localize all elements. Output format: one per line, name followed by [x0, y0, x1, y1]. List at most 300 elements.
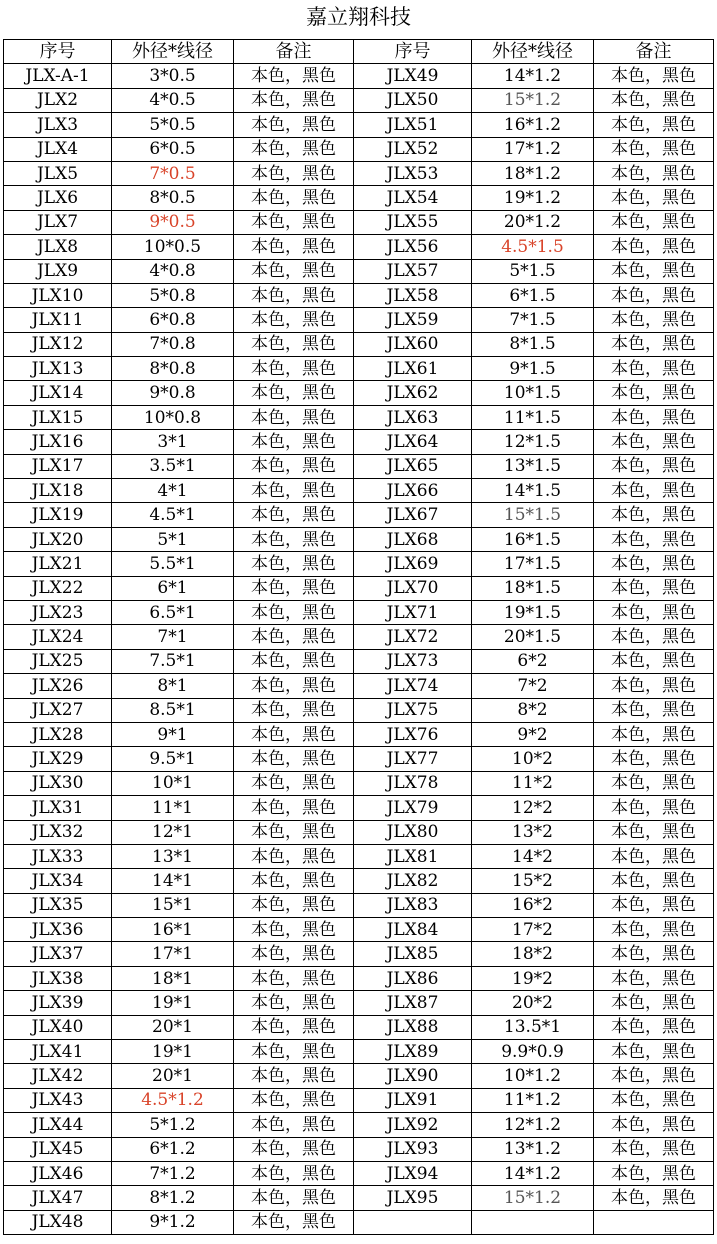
size-cell-right: 13*1.5 — [472, 454, 594, 478]
id-cell-left: JLX29 — [4, 747, 112, 771]
id-cell-left: JLX40 — [4, 1015, 112, 1039]
table-row — [4, 1040, 714, 1064]
note-cell-left: 本色，黑色 — [234, 796, 354, 820]
note-cell-right: 本色，黑色 — [594, 625, 714, 649]
id-cell-left: JLX4 — [4, 137, 112, 161]
size-cell-right: 14*2 — [472, 844, 594, 868]
size-cell-right: 9*2 — [472, 722, 594, 746]
size-cell-right: 11*1.2 — [472, 1088, 594, 1112]
table-row — [4, 600, 714, 624]
note-cell-left: 本色，黑色 — [234, 1210, 354, 1234]
size-cell-left: 7*1 — [112, 625, 234, 649]
id-cell-left: JLX35 — [4, 893, 112, 917]
id-cell-right: JLX87 — [354, 991, 472, 1015]
id-cell-right: JLX85 — [354, 942, 472, 966]
note-cell-right: 本色，黑色 — [594, 137, 714, 161]
id-cell-right: JLX90 — [354, 1064, 472, 1088]
size-cell-right: 20*1.5 — [472, 625, 594, 649]
id-cell-right: JLX56 — [354, 235, 472, 259]
id-cell-right: JLX95 — [354, 1186, 472, 1210]
table-row — [4, 283, 714, 307]
id-cell-right: JLX67 — [354, 503, 472, 527]
id-cell-left: JLX47 — [4, 1186, 112, 1210]
id-cell-right: JLX80 — [354, 820, 472, 844]
header-note-right: 备注 — [594, 40, 714, 64]
note-cell-left: 本色，黑色 — [234, 1040, 354, 1064]
id-cell-left: JLX9 — [4, 259, 112, 283]
note-cell-right: 本色，黑色 — [594, 966, 714, 990]
note-cell-left: 本色，黑色 — [234, 161, 354, 185]
size-cell-left: 10*1 — [112, 771, 234, 795]
size-cell-left: 6.5*1 — [112, 600, 234, 624]
note-cell-right: 本色，黑色 — [594, 503, 714, 527]
id-cell-left: JLX15 — [4, 405, 112, 429]
note-cell-left: 本色，黑色 — [234, 966, 354, 990]
note-cell-right: 本色，黑色 — [594, 844, 714, 868]
table-row — [4, 722, 714, 746]
note-cell-left: 本色，黑色 — [234, 381, 354, 405]
id-cell-left: JLX17 — [4, 454, 112, 478]
size-cell-right: 7*1.5 — [472, 308, 594, 332]
id-cell-right: JLX84 — [354, 918, 472, 942]
size-cell-right: 17*1.2 — [472, 137, 594, 161]
size-cell-left: 20*1 — [112, 1015, 234, 1039]
note-cell-left: 本色，黑色 — [234, 820, 354, 844]
id-cell-right: JLX49 — [354, 64, 472, 88]
table-row — [4, 991, 714, 1015]
note-cell-left: 本色，黑色 — [234, 747, 354, 771]
id-cell-right: JLX83 — [354, 893, 472, 917]
size-cell-left: 9*1 — [112, 722, 234, 746]
size-cell-left: 9.5*1 — [112, 747, 234, 771]
id-cell-right: JLX65 — [354, 454, 472, 478]
id-cell-left: JLX43 — [4, 1088, 112, 1112]
table-row — [4, 479, 714, 503]
header-size-right: 外径*线径 — [472, 40, 594, 64]
table-row — [4, 454, 714, 478]
note-cell-left: 本色，黑色 — [234, 1137, 354, 1161]
id-cell-right: JLX91 — [354, 1088, 472, 1112]
note-cell-right: 本色，黑色 — [594, 942, 714, 966]
size-cell-right: 18*1.5 — [472, 576, 594, 600]
id-cell-right: JLX64 — [354, 430, 472, 454]
note-cell-left: 本色，黑色 — [234, 771, 354, 795]
id-cell-right: JLX82 — [354, 869, 472, 893]
id-cell-right: JLX72 — [354, 625, 472, 649]
note-cell-right: 本色，黑色 — [594, 1186, 714, 1210]
table-row — [4, 1113, 714, 1137]
table-row — [4, 1064, 714, 1088]
note-cell-right: 本色，黑色 — [594, 332, 714, 356]
size-cell-left: 10*0.5 — [112, 235, 234, 259]
note-cell-right: 本色，黑色 — [594, 64, 714, 88]
table-row — [4, 357, 714, 381]
id-cell-right: JLX62 — [354, 381, 472, 405]
note-cell-right: 本色，黑色 — [594, 308, 714, 332]
note-cell-right: 本色，黑色 — [594, 161, 714, 185]
id-cell-left: JLX21 — [4, 552, 112, 576]
id-cell-left: JLX18 — [4, 479, 112, 503]
size-cell-right: 14*1.2 — [472, 1161, 594, 1185]
size-cell-right: 4.5*1.5 — [472, 235, 594, 259]
note-cell-right: 本色，黑色 — [594, 600, 714, 624]
table-row — [4, 1210, 714, 1234]
id-cell-left: JLX12 — [4, 332, 112, 356]
note-cell-right: 本色，黑色 — [594, 1113, 714, 1137]
id-cell-left: JLX46 — [4, 1161, 112, 1185]
size-cell-left: 6*0.5 — [112, 137, 234, 161]
id-cell-left: JLX11 — [4, 308, 112, 332]
note-cell-left: 本色，黑色 — [234, 942, 354, 966]
size-cell-left: 16*1 — [112, 918, 234, 942]
id-cell-right: JLX50 — [354, 88, 472, 112]
note-cell-left: 本色，黑色 — [234, 283, 354, 307]
id-cell-left: JLX44 — [4, 1113, 112, 1137]
size-cell-right: 13*1.2 — [472, 1137, 594, 1161]
header-id-left: 序号 — [4, 40, 112, 64]
note-cell-left: 本色，黑色 — [234, 1015, 354, 1039]
size-cell-left: 14*1 — [112, 869, 234, 893]
table-row — [4, 64, 714, 88]
table-row — [4, 576, 714, 600]
size-cell-right: 10*1.5 — [472, 381, 594, 405]
size-cell-right: 10*2 — [472, 747, 594, 771]
id-cell-right: JLX57 — [354, 259, 472, 283]
size-cell-right: 7*2 — [472, 674, 594, 698]
note-cell-right: 本色，黑色 — [594, 405, 714, 429]
id-cell-right: JLX54 — [354, 186, 472, 210]
size-cell-left: 8*0.8 — [112, 357, 234, 381]
note-cell-right: 本色，黑色 — [594, 869, 714, 893]
table-row — [4, 1186, 714, 1210]
size-cell-right: 17*1.5 — [472, 552, 594, 576]
size-cell-right: 13.5*1 — [472, 1015, 594, 1039]
id-cell-left: JLX45 — [4, 1137, 112, 1161]
table-row — [4, 503, 714, 527]
note-cell-left: 本色，黑色 — [234, 137, 354, 161]
id-cell-right: JLX59 — [354, 308, 472, 332]
table-row — [4, 649, 714, 673]
id-cell-right: JLX93 — [354, 1137, 472, 1161]
note-cell-left: 本色，黑色 — [234, 479, 354, 503]
table-row — [4, 235, 714, 259]
header-size-left: 外径*线径 — [112, 40, 234, 64]
size-cell-right: 10*1.2 — [472, 1064, 594, 1088]
id-cell-left: JLX42 — [4, 1064, 112, 1088]
header-row — [4, 40, 714, 64]
note-cell-left: 本色，黑色 — [234, 405, 354, 429]
size-cell-right: 8*2 — [472, 698, 594, 722]
id-cell-left: JLX25 — [4, 649, 112, 673]
note-cell-left: 本色，黑色 — [234, 527, 354, 551]
table-body — [4, 64, 714, 1235]
note-cell-right: 本色，黑色 — [594, 186, 714, 210]
table-row — [4, 625, 714, 649]
note-cell-left: 本色，黑色 — [234, 625, 354, 649]
size-cell-left: 11*1 — [112, 796, 234, 820]
size-cell-right: 12*1.5 — [472, 430, 594, 454]
size-cell-left: 10*0.8 — [112, 405, 234, 429]
size-cell-left: 13*1 — [112, 844, 234, 868]
id-cell-left: JLX20 — [4, 527, 112, 551]
note-cell-left: 本色，黑色 — [234, 259, 354, 283]
id-cell-right: JLX73 — [354, 649, 472, 673]
note-cell-right: 本色，黑色 — [594, 259, 714, 283]
size-cell-left: 9*0.8 — [112, 381, 234, 405]
size-cell-right: 19*2 — [472, 966, 594, 990]
id-cell-right — [354, 1210, 472, 1234]
size-cell-left: 7.5*1 — [112, 649, 234, 673]
note-cell-right: 本色，黑色 — [594, 381, 714, 405]
size-cell-right: 16*2 — [472, 893, 594, 917]
size-cell-left: 7*0.8 — [112, 332, 234, 356]
id-cell-left: JLX3 — [4, 113, 112, 137]
id-cell-left: JLX7 — [4, 210, 112, 234]
table-row — [4, 88, 714, 112]
note-cell-right: 本色，黑色 — [594, 210, 714, 234]
id-cell-left: JLX39 — [4, 991, 112, 1015]
note-cell-left: 本色，黑色 — [234, 357, 354, 381]
note-cell-left: 本色，黑色 — [234, 1161, 354, 1185]
id-cell-left: JLX8 — [4, 235, 112, 259]
note-cell-left: 本色，黑色 — [234, 503, 354, 527]
note-cell-left: 本色，黑色 — [234, 918, 354, 942]
id-cell-left: JLX34 — [4, 869, 112, 893]
spec-table — [3, 39, 714, 1235]
table-row — [4, 747, 714, 771]
id-cell-left: JLX-A-1 — [4, 64, 112, 88]
id-cell-right: JLX61 — [354, 357, 472, 381]
table-row — [4, 1137, 714, 1161]
note-cell-right: 本色，黑色 — [594, 649, 714, 673]
size-cell-right: 11*2 — [472, 771, 594, 795]
id-cell-left: JLX41 — [4, 1040, 112, 1064]
table-row — [4, 113, 714, 137]
id-cell-right: JLX68 — [354, 527, 472, 551]
note-cell-right: 本色，黑色 — [594, 283, 714, 307]
size-cell-left: 9*1.2 — [112, 1210, 234, 1234]
table-row — [4, 210, 714, 234]
size-cell-left: 6*0.8 — [112, 308, 234, 332]
id-cell-left: JLX5 — [4, 161, 112, 185]
id-cell-left: JLX31 — [4, 796, 112, 820]
size-cell-right: 11*1.5 — [472, 405, 594, 429]
note-cell-left: 本色，黑色 — [234, 722, 354, 746]
size-cell-left: 8*1.2 — [112, 1186, 234, 1210]
note-cell-left: 本色，黑色 — [234, 308, 354, 332]
id-cell-right: JLX94 — [354, 1161, 472, 1185]
note-cell-left: 本色，黑色 — [234, 649, 354, 673]
size-cell-left: 8*0.5 — [112, 186, 234, 210]
size-cell-right: 14*1.5 — [472, 479, 594, 503]
note-cell-right: 本色，黑色 — [594, 991, 714, 1015]
note-cell-left: 本色，黑色 — [234, 1113, 354, 1137]
size-cell-right: 19*1.2 — [472, 186, 594, 210]
note-cell-left: 本色，黑色 — [234, 698, 354, 722]
id-cell-right: JLX79 — [354, 796, 472, 820]
size-cell-right: 6*2 — [472, 649, 594, 673]
size-cell-left: 15*1 — [112, 893, 234, 917]
page-title: 嘉立翔科技 — [306, 5, 411, 29]
size-cell-right: 16*1.2 — [472, 113, 594, 137]
note-cell-right: 本色，黑色 — [594, 722, 714, 746]
size-cell-left: 9*0.5 — [112, 210, 234, 234]
id-cell-right: JLX52 — [354, 137, 472, 161]
table-row — [4, 1088, 714, 1112]
size-cell-right: 13*2 — [472, 820, 594, 844]
note-cell-right: 本色，黑色 — [594, 1015, 714, 1039]
size-cell-right: 19*1.5 — [472, 600, 594, 624]
id-cell-right: JLX55 — [354, 210, 472, 234]
table-row — [4, 1161, 714, 1185]
size-cell-left: 3*0.5 — [112, 64, 234, 88]
size-cell-left: 5*0.8 — [112, 283, 234, 307]
note-cell-left: 本色，黑色 — [234, 844, 354, 868]
id-cell-right: JLX60 — [354, 332, 472, 356]
note-cell-right: 本色，黑色 — [594, 1064, 714, 1088]
id-cell-left: JLX37 — [4, 942, 112, 966]
table-row — [4, 405, 714, 429]
id-cell-left: JLX48 — [4, 1210, 112, 1234]
table-row — [4, 186, 714, 210]
header-note-left: 备注 — [234, 40, 354, 64]
id-cell-right: JLX51 — [354, 113, 472, 137]
size-cell-left: 8*1 — [112, 674, 234, 698]
note-cell-left: 本色，黑色 — [234, 235, 354, 259]
id-cell-right: JLX58 — [354, 283, 472, 307]
note-cell-left: 本色，黑色 — [234, 210, 354, 234]
table-row — [4, 844, 714, 868]
table-row — [4, 552, 714, 576]
note-cell-left: 本色，黑色 — [234, 1088, 354, 1112]
note-cell-right: 本色，黑色 — [594, 893, 714, 917]
note-cell-right: 本色，黑色 — [594, 527, 714, 551]
note-cell-left: 本色，黑色 — [234, 576, 354, 600]
id-cell-right: JLX71 — [354, 600, 472, 624]
size-cell-left: 6*1.2 — [112, 1137, 234, 1161]
id-cell-left: JLX22 — [4, 576, 112, 600]
size-cell-right: 20*1.2 — [472, 210, 594, 234]
table-row — [4, 698, 714, 722]
id-cell-right: JLX75 — [354, 698, 472, 722]
note-cell-right: 本色，黑色 — [594, 88, 714, 112]
size-cell-right — [472, 1210, 594, 1234]
size-cell-left: 7*1.2 — [112, 1161, 234, 1185]
id-cell-right: JLX88 — [354, 1015, 472, 1039]
table-row — [4, 820, 714, 844]
note-cell-right — [594, 1210, 714, 1234]
size-cell-right: 12*1.2 — [472, 1113, 594, 1137]
id-cell-left: JLX36 — [4, 918, 112, 942]
size-cell-left: 5*1 — [112, 527, 234, 551]
id-cell-left: JLX27 — [4, 698, 112, 722]
id-cell-left: JLX30 — [4, 771, 112, 795]
size-cell-left: 19*1 — [112, 991, 234, 1015]
size-cell-right: 9*1.5 — [472, 357, 594, 381]
id-cell-left: JLX28 — [4, 722, 112, 746]
note-cell-left: 本色，黑色 — [234, 600, 354, 624]
size-cell-right: 16*1.5 — [472, 527, 594, 551]
table-row — [4, 161, 714, 185]
id-cell-right: JLX78 — [354, 771, 472, 795]
size-cell-right: 17*2 — [472, 918, 594, 942]
id-cell-right: JLX89 — [354, 1040, 472, 1064]
id-cell-left: JLX13 — [4, 357, 112, 381]
note-cell-right: 本色，黑色 — [594, 430, 714, 454]
size-cell-left: 20*1 — [112, 1064, 234, 1088]
note-cell-right: 本色，黑色 — [594, 1040, 714, 1064]
table-row — [4, 1015, 714, 1039]
id-cell-left: JLX32 — [4, 820, 112, 844]
size-cell-right: 9.9*0.9 — [472, 1040, 594, 1064]
note-cell-left: 本色，黑色 — [234, 893, 354, 917]
table-row — [4, 918, 714, 942]
size-cell-left: 3*1 — [112, 430, 234, 454]
size-cell-left: 18*1 — [112, 966, 234, 990]
note-cell-left: 本色，黑色 — [234, 674, 354, 698]
note-cell-right: 本色，黑色 — [594, 771, 714, 795]
size-cell-left: 8.5*1 — [112, 698, 234, 722]
note-cell-left: 本色，黑色 — [234, 1186, 354, 1210]
size-cell-right: 15*2 — [472, 869, 594, 893]
size-cell-left: 4*0.5 — [112, 88, 234, 112]
size-cell-left: 4*0.8 — [112, 259, 234, 283]
table-row — [4, 674, 714, 698]
id-cell-right: JLX86 — [354, 966, 472, 990]
size-cell-left: 6*1 — [112, 576, 234, 600]
note-cell-right: 本色，黑色 — [594, 454, 714, 478]
table-row — [4, 308, 714, 332]
size-cell-left: 17*1 — [112, 942, 234, 966]
id-cell-right: JLX81 — [354, 844, 472, 868]
note-cell-right: 本色，黑色 — [594, 918, 714, 942]
note-cell-right: 本色，黑色 — [594, 552, 714, 576]
size-cell-right: 15*1.2 — [472, 1186, 594, 1210]
note-cell-left: 本色，黑色 — [234, 64, 354, 88]
size-cell-right: 15*1.2 — [472, 88, 594, 112]
table-row — [4, 869, 714, 893]
table-row — [4, 796, 714, 820]
id-cell-right: JLX53 — [354, 161, 472, 185]
id-cell-left: JLX14 — [4, 381, 112, 405]
note-cell-left: 本色，黑色 — [234, 454, 354, 478]
id-cell-left: JLX16 — [4, 430, 112, 454]
size-cell-left: 5*0.5 — [112, 113, 234, 137]
size-cell-right: 18*1.2 — [472, 161, 594, 185]
size-cell-left: 4.5*1 — [112, 503, 234, 527]
size-cell-right: 20*2 — [472, 991, 594, 1015]
note-cell-right: 本色，黑色 — [594, 1161, 714, 1185]
id-cell-right: JLX77 — [354, 747, 472, 771]
size-cell-right: 8*1.5 — [472, 332, 594, 356]
size-cell-right: 12*2 — [472, 796, 594, 820]
table-row — [4, 527, 714, 551]
size-cell-left: 12*1 — [112, 820, 234, 844]
table-row — [4, 137, 714, 161]
id-cell-left: JLX19 — [4, 503, 112, 527]
id-cell-right: JLX76 — [354, 722, 472, 746]
id-cell-left: JLX6 — [4, 186, 112, 210]
size-cell-left: 4*1 — [112, 479, 234, 503]
id-cell-right: JLX66 — [354, 479, 472, 503]
table-row — [4, 430, 714, 454]
size-cell-left: 4.5*1.2 — [112, 1088, 234, 1112]
id-cell-left: JLX23 — [4, 600, 112, 624]
id-cell-left: JLX2 — [4, 88, 112, 112]
note-cell-right: 本色，黑色 — [594, 796, 714, 820]
size-cell-right: 14*1.2 — [472, 64, 594, 88]
table-row — [4, 259, 714, 283]
